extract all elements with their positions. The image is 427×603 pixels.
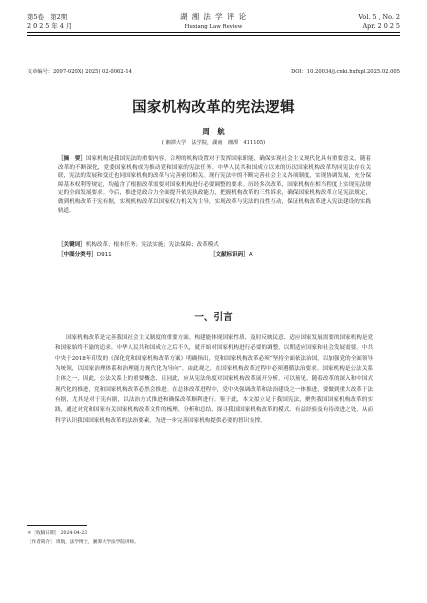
keywords: [58, 241, 371, 250]
header-rule-thick: [27, 32, 400, 33]
author-affiliation: ( 湘潭大学 法学院，湖南 湘潭 411105): [161, 140, 266, 146]
date-cn: 2 0 2 5 年 4 月: [27, 22, 73, 30]
clc-value: D911: [96, 252, 112, 258]
footnote-rule: [27, 525, 87, 526]
abstract-text: 国家机构是我国宪法的重要内容，合理的机构设置对于发挥国家职能，确保实现社会主义现代化具有重要意义。随着改革的不断深化，党委国家机构成为推动党和国家的宪法任务。中华人民共和国成立以来的历次国家机构改革均同宪法存在关联，宪法的发展和变迁也同国家机构的改革与完善密切相关。现行宪法中的不断完善社会主义各项制度，实现协调发展，充分保障基本权利等规定，均蕴含了根据改革需要对国家机构进行必要调整的要求。历经多次改革，国家机构在相当程度上实现宪法规定的全面发展要求。今后，推进党政合力全面提升依宪执政能力，把握机构改革的三性诉求，确保国家机构改革立足宪法规定，做到机构改革于宪有据，实现机构改革以国家权力机关为主导，实现改革与宪法的良性互动，保证机构改革进入宪法建设的实践轨道。: [58, 156, 371, 214]
body-text: [55, 333, 373, 426]
doc-code-value: A: [248, 252, 253, 258]
article-number: 文章编号：2097-020X( 2025) 02-0062-14: [27, 69, 132, 75]
volume-issue-cn: 第5卷 第2期: [27, 13, 68, 21]
abstract: [58, 155, 371, 215]
clc-label: ［中图分类号］: [58, 252, 97, 258]
doc-code-label: ［文献标识码］: [210, 252, 249, 258]
body-paragraph: 国家机构改革是完善我国社会主义制度的重要方面。构建能体现国家性质、及时反映民意、适应国家发展需要的国家机构是党和国家始终不渝的追求。中华人民共和国成立之后不久，就开始对国家机构进行必要的调整，以期适应国家和社会发展需要。中共中央于2018年印发的《深化党和国家机构改革方案》明确指出，党和国家机构改革必须“坚持全面依法治国，以加强党的全面领导为统领，以国家治理体系和治理能力现代化为导向”。由此观之，在国家机构改革过程中必须遵循法治要求。国家机构是公法关系主体之一，因此，公法关系上的重要概念、且同此，应从宪法角度对国家机构改革展开分析。可以预见，随着改革的深入和中国式现代化的推进，党和国家机构改革必然会推进。在总体改革进程中，党中央强调改革和法治建设之一体推进，要做到重大改革于法有据，尤其是对于宪有据，以法治方式推进和确保改革顺利进行。鉴于此，本文拟立足于我国宪法，聚焦我国国家机构改革的实践，通过对党和国家有关国家机构改革文件的梳理、分析和总结，探寻我国国家机构改革的模式、有益经验及有待改进之处，从而科学认识我国国家机构改革的法治要素，为进一步完善国家机构提供必要的智识支撑。: [55, 335, 373, 424]
doi: DOI：10.20034/j.cnki.hxfxpl.2025.02.005: [291, 69, 400, 75]
author-name: 周 航: [202, 127, 225, 136]
abstract-label: ［摘 要］: [58, 156, 86, 162]
date-en: Apr. 2 0 2 5: [362, 22, 400, 30]
journal-title-cn: 湖 湘 法 学 评 论: [179, 12, 248, 21]
keywords-text: 机构改革；根本任务；宪法实施；宪法保障；改革模式: [85, 242, 219, 248]
article-title: 国家机构改革的宪法逻辑: [132, 99, 295, 116]
clc-number: [58, 251, 112, 260]
footnote-author-info: ［作者简介］ 周航，法学博士，湘潭大学法学院讲师。: [27, 540, 139, 545]
document-code: [210, 251, 253, 260]
footnote-received: ＊［收稿日期］ 2024-04-23: [27, 531, 88, 536]
header-rule-thin: [27, 35, 400, 36]
keywords-label: ［关键词］: [58, 242, 86, 248]
journal-title-en: Huxiang Law Review: [184, 24, 243, 30]
volume-issue-en: Vol. 5 , No. 2: [358, 13, 400, 21]
section-heading: 一、引言: [194, 312, 233, 323]
